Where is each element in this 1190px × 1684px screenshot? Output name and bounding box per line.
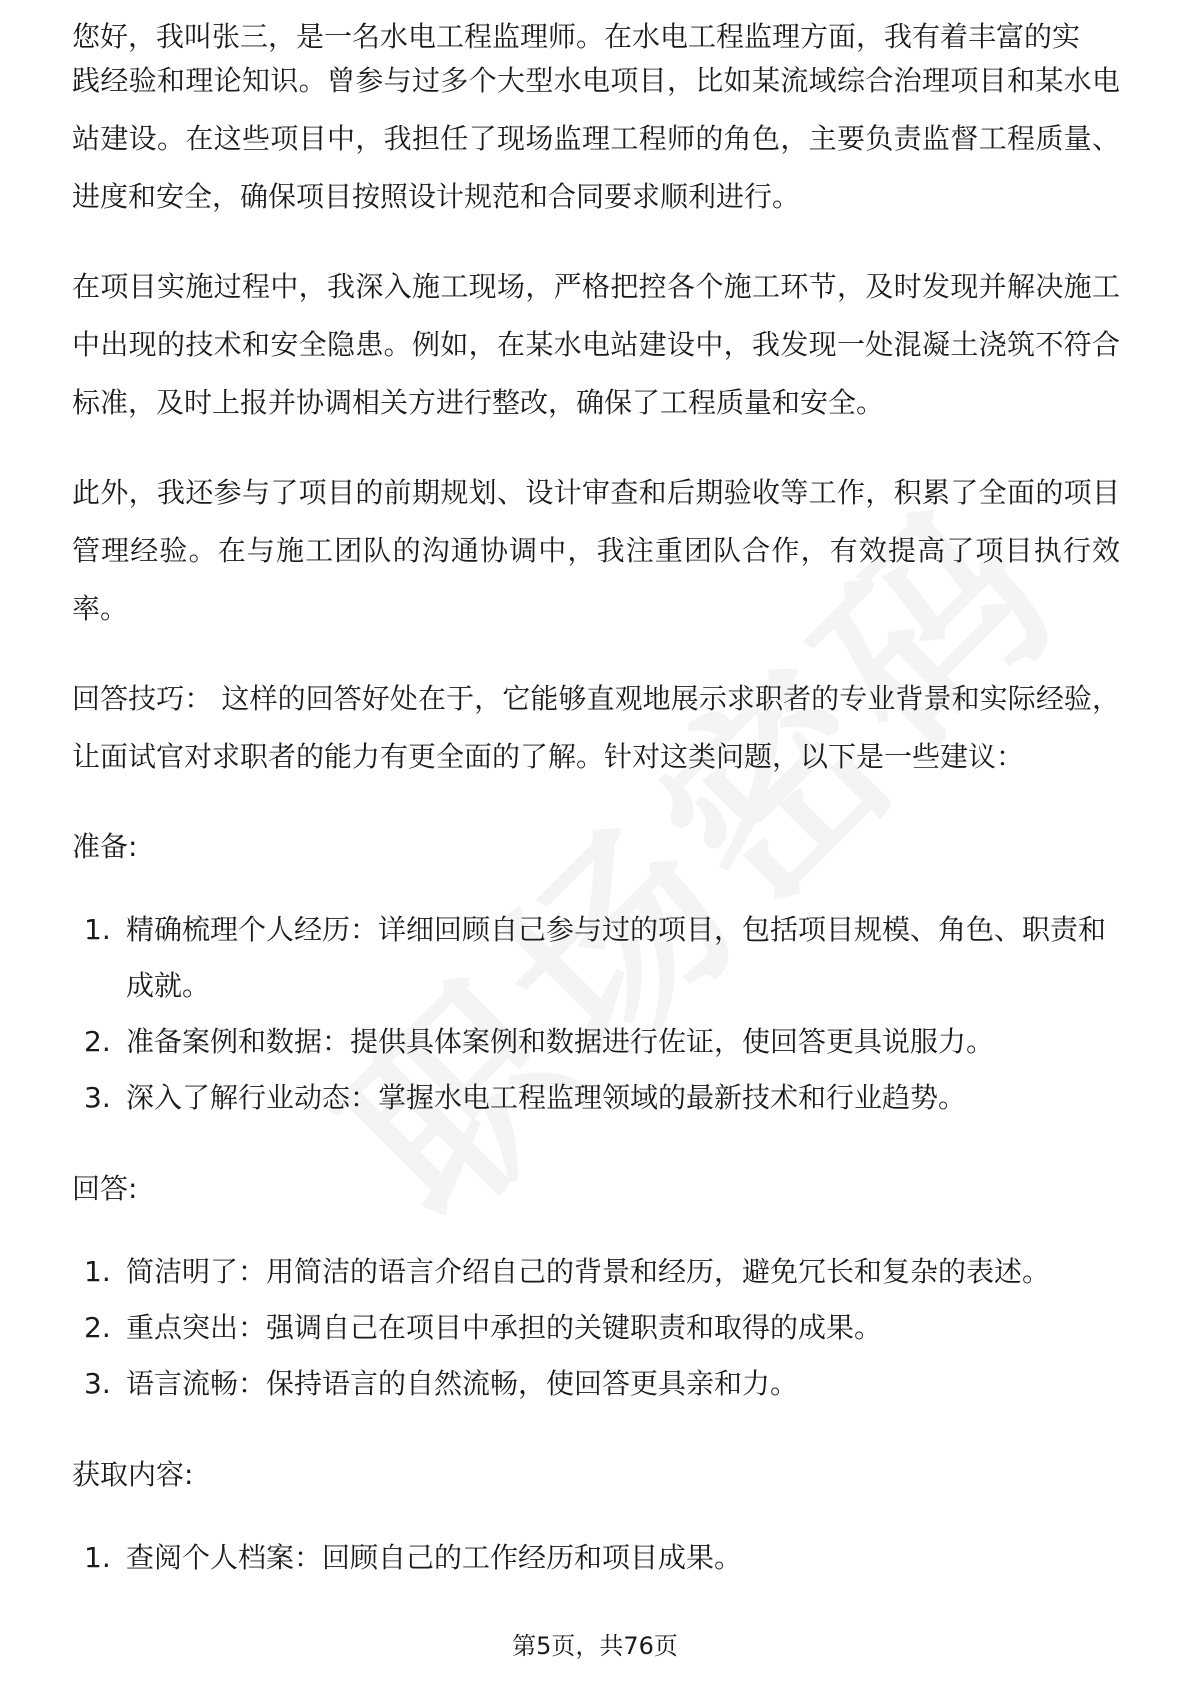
section-heading-prepare: 准备: <box>72 830 138 863</box>
list-item: 1. 简洁明了：用简洁的语言介绍自己的背景和经历，避免冗长和复杂的表述。 <box>84 1255 1051 1288</box>
list-item: 2. 准备案例和数据：提供具体案例和数据进行佐证，使回答更具说服力。 <box>84 1025 995 1058</box>
list-item: 2. 重点突出：强调自己在项目中承担的关键职责和取得的成果。 <box>84 1311 883 1344</box>
cut-off-top-line <box>72 22 1120 52</box>
obtain-list <box>72 1530 1120 1586</box>
list-item: 3. 深入了解行业动态：掌握水电工程监理领域的最新技术和行业趋势。 <box>84 1081 967 1114</box>
document-body <box>72 22 1120 1620</box>
paragraph-answer-tips: 回答技巧： 这样的回答好处在于，它能够直观地展示求职者的专业背景和实际经验，让面试官对求职者的能力有更全面的了解。针对这类问题，以下是一些建议： <box>72 682 1120 773</box>
section-heading-answer: 回答: <box>72 1172 138 1205</box>
list-item: 1. 查阅个人档案：回顾自己的工作经历和项目成果。 <box>84 1541 743 1574</box>
prepare-list <box>72 902 1120 1126</box>
paragraph-additional: 此外，我还参与了项目的前期规划、设计审查和后期验收等工作，积累了全面的项目管理经验。在与施工团队的沟通协调中，我注重团队合作，有效提高了项目执行效率。 <box>72 476 1120 625</box>
paragraph-experience: 践经验和理论知识。曾参与过多个大型水电项目，比如某流域综合治理项目和某水电站建设。在这些项目中，我担任了现场监理工程师的角色，主要负责监督工程质量、进度和安全，确保项目按照设计规范和合同要求顺利进行。 <box>72 64 1120 213</box>
cut-off-text: 您好，我叫张三，是一名水电工程监理师。在水电工程监理方面，我有着丰富的实 <box>72 22 1081 52</box>
paragraph-implementation: 在项目实施过程中，我深入施工现场，严格把控各个施工环节，及时发现并解决施工中出现的技术和安全隐患。例如，在某水电站建设中，我发现一处混凝土浇筑不符合标准，及时上报并协调相关方进行整改，确保了工程质量和安全。 <box>72 270 1120 419</box>
section-heading-obtain: 获取内容: <box>72 1458 194 1491</box>
list-item: 1. 精确梳理个人经历：详细回顾自己参与过的项目，包括项目规模、角色、职责和成就。 <box>84 913 1107 1002</box>
list-item: 3. 语言流畅：保持语言的自然流畅，使回答更具亲和力。 <box>84 1367 799 1400</box>
answer-list <box>72 1244 1120 1412</box>
page-number: 第5页，共76页 <box>512 1632 678 1660</box>
